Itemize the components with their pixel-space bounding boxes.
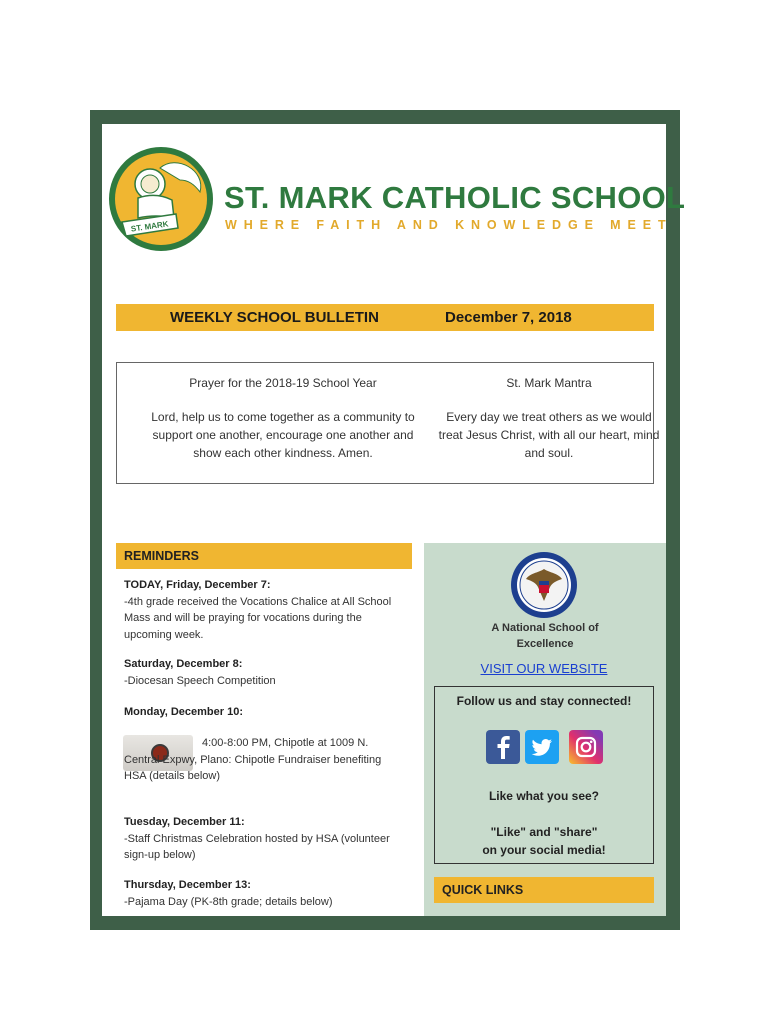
visit-website-link[interactable]: VISIT OUR WEBSITE (480, 661, 608, 676)
mantra-text: Every day we treat others as we would treat Jesus Christ, with all our heart, mind and soul. (438, 410, 660, 460)
reminder-item (124, 735, 404, 785)
follow-text: Follow us and stay connected! (456, 694, 632, 708)
mantra-title: St. Mark Mantra (506, 376, 592, 390)
school-name: ST. MARK CATHOLIC SCHOOL (224, 180, 686, 215)
like-question: Like what you see? (488, 789, 600, 803)
twitter-icon[interactable] (525, 730, 559, 764)
reminder-item (124, 877, 404, 910)
bulletin-date: December 7, 2018 (445, 309, 572, 326)
reminder-item (124, 814, 404, 864)
reminder-heading: Monday, December 10: (124, 706, 244, 718)
like-share-line-2: on your social media! (482, 843, 606, 857)
mantra-column (436, 374, 662, 462)
reminders-label: REMINDERS (124, 549, 200, 563)
instagram-icon[interactable] (569, 730, 603, 764)
reminder-text: -Pajama Day (PK-8th grade; details below) (124, 895, 333, 908)
bulletin-title: WEEKLY SCHOOL BULLETIN (170, 309, 379, 326)
prayer-column (138, 374, 428, 462)
like-share-line-1: "Like" and "share" (490, 825, 598, 839)
reminder-text: -4th grade received the Vocations Chalice at All School Mass and will be praying for vocations during the upcoming week. (124, 595, 392, 641)
blue-ribbon-seal-icon (510, 551, 578, 619)
reminder-heading: Thursday, December 13: (124, 879, 251, 891)
reminder-heading: Tuesday, December 11: (124, 816, 245, 828)
reminder-text: 4:00-8:00 PM, Chipotle at 1009 N. Central Expwy, Plano: Chipotle Fundraiser benefiting HSA (details below) (124, 737, 382, 782)
excellence-text: A National School of Excellence (491, 622, 599, 650)
like-share-text (434, 823, 654, 859)
reminder-item (124, 577, 404, 643)
quick-links-label[interactable]: QUICK LINKS (442, 883, 524, 897)
facebook-icon[interactable] (486, 730, 520, 764)
reminder-heading: TODAY, Friday, December 7: (124, 579, 271, 591)
reminder-text: -Diocesan Speech Competition (124, 674, 276, 687)
reminder-item (124, 704, 404, 721)
logo-text: ST. MARK (130, 219, 169, 234)
prayer-text: Lord, help us to come together as a community to support one another, encourage one another and show each other kindness. Amen. (151, 410, 415, 460)
school-logo-lion-icon (108, 146, 214, 252)
prayer-title: Prayer for the 2018-19 School Year (189, 376, 377, 390)
reminder-item (124, 656, 404, 689)
reminder-text: -Staff Christmas Celebration hosted by HSA (volunteer sign-up below) (124, 832, 390, 861)
school-tagline: WHERE FAITH AND KNOWLEDGE MEET (225, 218, 673, 232)
reminder-heading: Saturday, December 8: (124, 658, 243, 670)
